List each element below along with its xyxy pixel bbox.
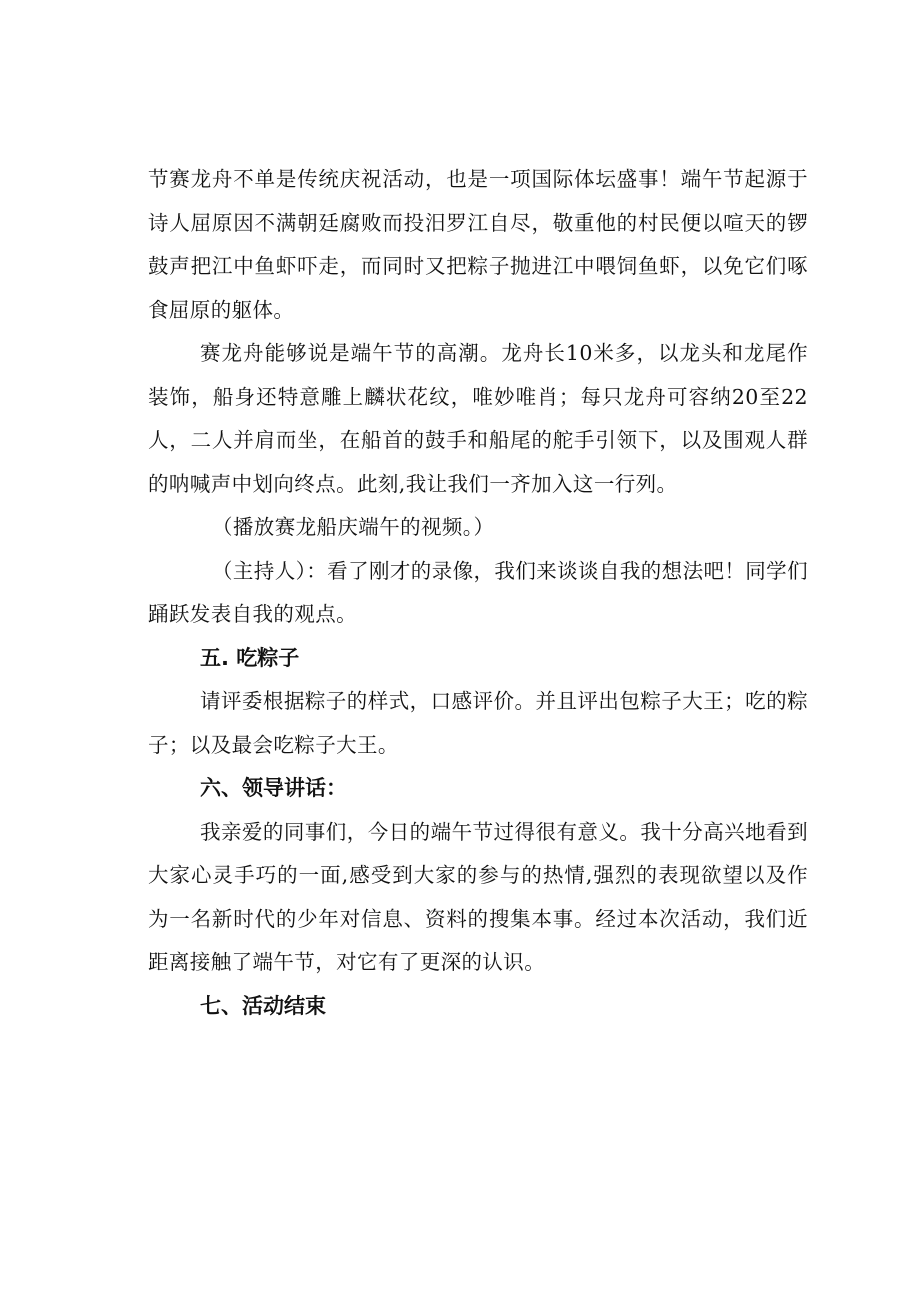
paragraph-host-remarks: （主持人）：看了刚才的录像，我们来谈谈自我的想法吧！同学们踊跃发表自我的观点。 xyxy=(148,558,808,626)
paragraph-play-video: （播放赛龙船庆端午的视频。） xyxy=(212,515,495,539)
section-heading-activity-end: 七、活动结束 xyxy=(200,993,326,1018)
paragraph-zongzi-judging: 请评委根据粽子的样式，口感评价。并且评出包粽子大王；吃的粽子；以及最会吃粽子大王。 xyxy=(148,689,808,757)
section-heading-leader-speech: 六、领导讲话： xyxy=(200,776,347,800)
paragraph-dragon-boat-race: 赛龙舟能够说是端午节的高潮。龙舟长10米多，以龙头和龙尾作装饰，船身还特意雕上麟状花纹，唯妙唯肖；每只龙舟可容纳20至22人，二人并肩而坐，在船首的鼓手和船尾的舵手引领下，以及围观人群的呐喊声中划向终点。此刻,我让我们一齐加入这一行列。 xyxy=(148,341,808,496)
document-body xyxy=(148,158,808,1028)
paragraph-dragon-boat-origin: 节赛龙舟不单是传统庆祝活动，也是一项国际体坛盛事！端午节起源于诗人屈原因不满朝廷腐败而投汨罗江自尽，敬重他的村民便以喧天的锣鼓声把江中鱼虾吓走，而同时又把粽子抛进江中喂饲鱼虾，以免它们啄食屈原的躯体。 xyxy=(148,167,808,322)
section-heading-eat-zongzi: 五. 吃粽子 xyxy=(200,645,300,670)
paragraph-leader-speech: 我亲爱的同事们，今日的端午节过得很有意义。我十分高兴地看到大家心灵手巧的一面,感受到大家的参与的热情,强烈的表现欲望以及作为一名新时代的少年对信息、资料的搜集本事。经过本次活动，我们近距离接触了端午节，对它有了更深的认识。 xyxy=(148,819,808,974)
